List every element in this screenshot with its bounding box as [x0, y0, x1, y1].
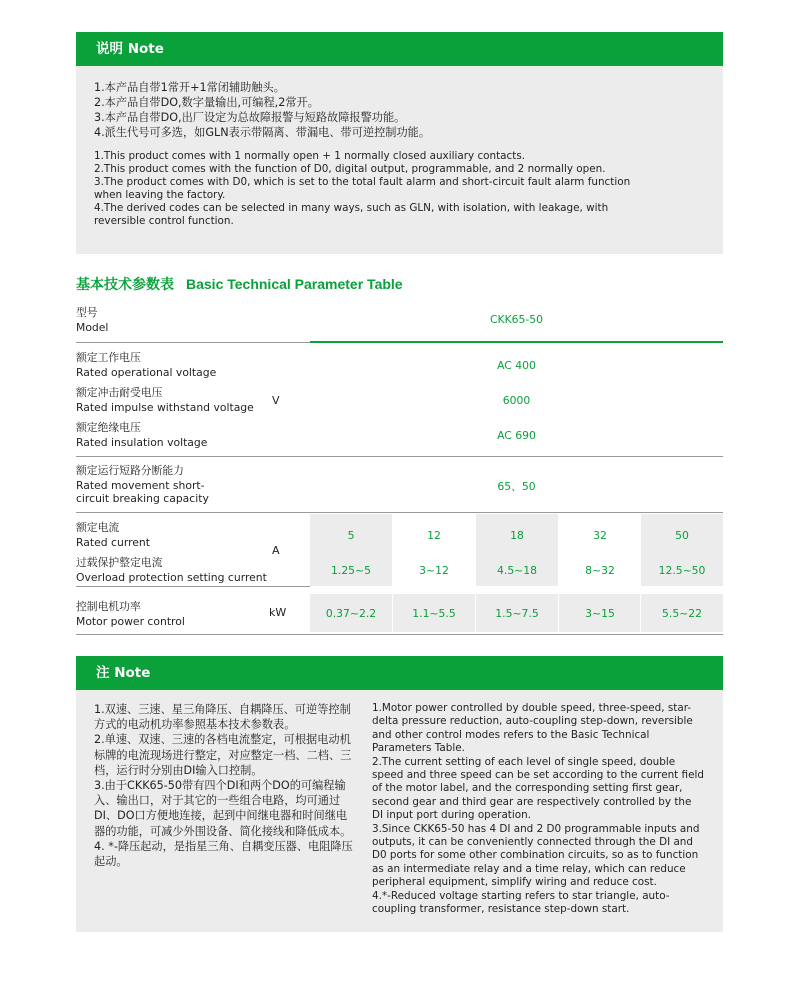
params-section-title [76, 274, 403, 294]
row-label-zh: 控制电机功率 [76, 600, 141, 613]
row-label-en: Rated insulation voltage [76, 436, 208, 449]
note-zh-item: 2.本产品自带DO,数字量输出,可编程,2常开。 [94, 96, 319, 109]
note2-panel [76, 656, 723, 932]
note2-en-item: 2.The current setting of each level of single speed, double speed and three speed can be set according to the current field of the motor label, and the corresponding setting first gear, second gear and third gear are respectively controlled by the DI input port during operation. [372, 755, 704, 822]
motor-power-value: 0.37~2.2 [325, 607, 377, 620]
voltage-row-operational [76, 351, 216, 379]
row-label-en: Rated current [76, 536, 150, 549]
voltage-divider [76, 456, 723, 457]
model-label-zh: 型号 [76, 306, 98, 319]
rated-current-value: 50 [675, 529, 689, 542]
motor-power-value: 3~15 [585, 607, 615, 620]
note2-en-column [354, 690, 704, 917]
row-label-zh: 过载保护整定电流 [76, 556, 163, 569]
note2-zh-item: 2.单速、双速、三速的各档电流整定，可根据电动机标牌的电流现场进行整定，对应整定一档、二档、三档，运行时分别由DI输入口控制。 [94, 733, 352, 777]
note-en-item: 2.This product comes with the function of D0, digital output, programmable, and 2 normally open. [94, 163, 606, 175]
voltage-value-operational: AC 400 [497, 359, 536, 372]
note2-zh-column [76, 690, 354, 917]
note2-en-item: 3.Since CKK65-50 has 4 DI and 2 D0 programmable inputs and outputs, it can be conveniently connected through the DI and D0 ports for some other combination circuits, so as to function as an intermediate relay and a time relay, which can reduce peripheral equipment, simplify wiring and reduce cost. [372, 822, 700, 889]
row-label-en: Rated operational voltage [76, 366, 217, 379]
current-divider-left [76, 586, 310, 587]
note-zh-item: 3.本产品自带DO,出厂设定为总故障报警与短路故障报警功能。 [94, 111, 406, 124]
row-label-zh: 额定电流 [76, 521, 120, 534]
voltage-row-insulation [76, 421, 207, 449]
note2-columns [76, 690, 723, 917]
note2-zh-item: 4. *-降压起动，是指星三角、自耦变压器、电阻降压起动。 [94, 839, 353, 869]
rated-current-value: 32 [593, 529, 607, 542]
overload-value: 4.5~18 [497, 564, 537, 577]
row-label-zh: 额定绝缘电压 [76, 421, 141, 434]
rated-current-value: 5 [347, 529, 355, 542]
voltage-value-insulation: AC 690 [497, 429, 536, 442]
power-unit: kW [269, 606, 287, 619]
note-en-item: 3.The product comes with D0, which is set to the total fault alarm and short-circuit fault alarm function when leaving the factory. [94, 176, 631, 201]
overload-value: 12.5~50 [658, 564, 706, 577]
row-label-zh: 额定运行短路分断能力 [76, 464, 184, 477]
row-label-en: Rated movement short- [76, 479, 205, 492]
model-divider-gray [76, 342, 310, 343]
motor-power-value: 1.1~5.5 [412, 607, 456, 620]
model-label [76, 306, 108, 334]
parameter-table [76, 300, 723, 640]
voltage-value-impulse: 6000 [502, 394, 531, 407]
row-label-en: Rated impulse withstand voltage [76, 401, 254, 414]
model-label-en: Model [76, 321, 109, 334]
note-panel-body [76, 66, 723, 228]
rated-current-value: 12 [427, 529, 441, 542]
rated-current-label [76, 521, 150, 549]
note2-en-item: 1.Motor power controlled by double speed, three-speed, star-delta pressure reduction, auto-coupling step-down, reversible and other control modes refers to the Basic Technical Parameters Table. [372, 702, 693, 755]
row-label-en: circuit breaking capacity [76, 492, 209, 505]
overload-value: 8~32 [585, 564, 615, 577]
note-en-item: 4.The derived codes can be selected in many ways, such as GLN, with isolation, with leakage, with reversible control function. [94, 202, 609, 227]
rated-current-value: 18 [510, 529, 524, 542]
row-label-en: Motor power control [76, 615, 185, 628]
note-panel [76, 32, 723, 254]
breaking-capacity-label [76, 464, 209, 505]
row-label-en: Overload protection setting current [76, 571, 267, 584]
motor-power-value: 1.5~7.5 [495, 607, 539, 620]
params-title-zh: 基本技术参数表 [76, 277, 174, 293]
overload-value: 3~12 [419, 564, 449, 577]
note-zh-item: 1.本产品自带1常开+1常闭辅助触头。 [94, 81, 285, 94]
motor-power-label [76, 600, 185, 628]
note2-zh-item: 1.双速、三速、星三角降压、自耦降压、可逆等控制方式的电动机功率参照基本技术参数表。 [94, 703, 351, 732]
overload-label [76, 556, 267, 584]
note2-en-item: 4.*-Reduced voltage starting refers to star triangle, auto-coupling transformer, resistance step-down start. [372, 889, 670, 916]
note-panel-title: 说明 Note [76, 32, 723, 66]
note2-panel-title: 注 Note [76, 656, 723, 690]
note-zh-item: 4.派生代号可多选，如GLN表示带隔离、带漏电、带可逆控制功能。 [94, 126, 431, 139]
voltage-row-impulse [76, 386, 254, 414]
motor-divider [76, 634, 723, 635]
params-title-en: Basic Technical Parameter Table [186, 276, 403, 292]
breaking-divider [76, 512, 723, 513]
overload-value: 1.25~5 [331, 564, 371, 577]
model-divider-green [310, 341, 723, 343]
current-unit: A [272, 544, 280, 557]
note-en-list [94, 150, 654, 228]
note-en-item: 1.This product comes with 1 normally open + 1 normally closed auxiliary contacts. [94, 150, 526, 162]
row-label-zh: 额定工作电压 [76, 351, 141, 364]
note-zh-list [94, 80, 703, 140]
voltage-unit: V [272, 394, 280, 407]
motor-power-value: 5.5~22 [662, 607, 702, 620]
note2-zh-item: 3.由于CKK65-50带有四个DI和两个DO的可编程输入、输出口，对于其它的一些组合电路，均可通过DI、DO口方便地连接，起到中间继电器和时间继电器的功能，可减少外围设备、简化接线和降低成本。 [94, 779, 352, 838]
model-value: CKK65-50 [489, 313, 544, 326]
row-label-zh: 额定冲击耐受电压 [76, 386, 163, 399]
breaking-capacity-value: 65、50 [497, 480, 536, 493]
